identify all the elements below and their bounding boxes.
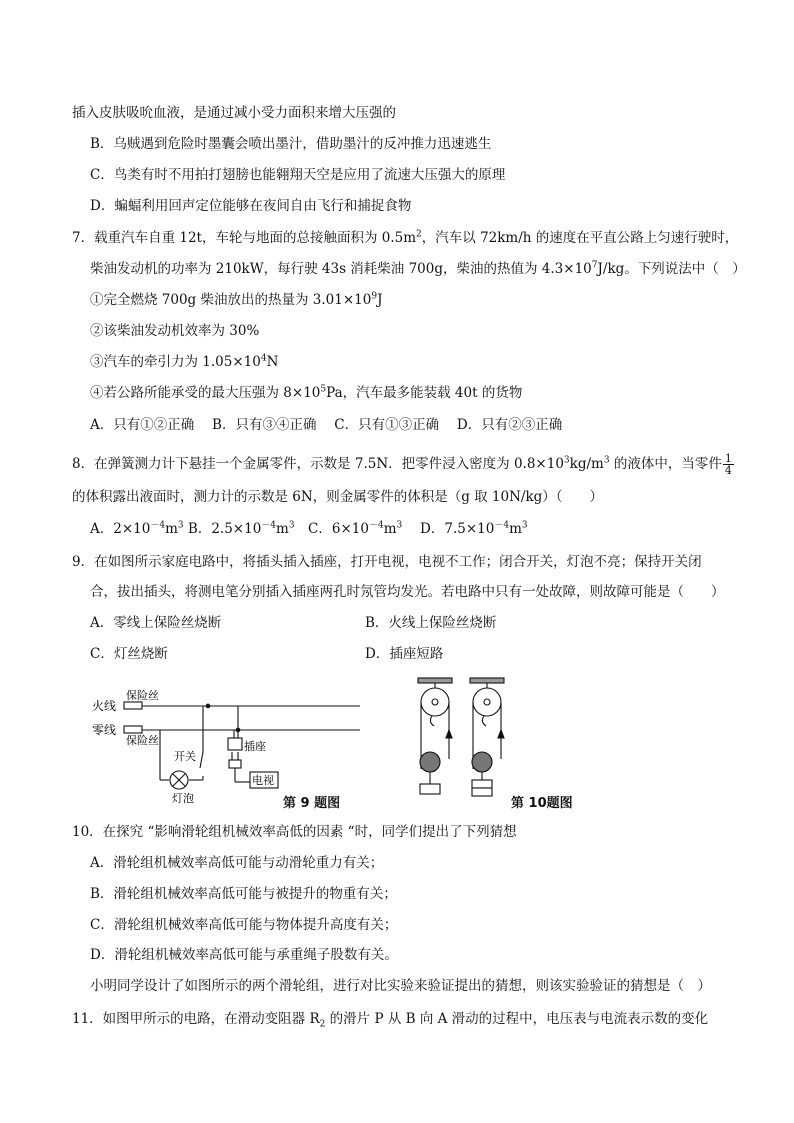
q7-statement-4: ④若公路所能承受的最大压强为 $8\times 10^5Pa$，汽车最多能装载 40t 的货物 — [90, 384, 523, 401]
q10-option-a: A．滑轮组机械效率高低可能与动滑轮重力有关； — [90, 855, 384, 871]
q11-stem: 11．如图甲所示的电路，在滑动变阻器 $R_2$ 的滑片 P 从 B 向 A 滑动的过程中，电压表与电流表示数的变化 — [72, 1011, 709, 1030]
q7-statement-1: ①完全燃烧 700g 柴油放出的热量为 $3.01\times 10^9J$ — [90, 291, 383, 308]
q9-option-d: D．插座短路 — [365, 646, 444, 662]
q9-stem-line2: 合，拔出插头，将测电笔分别插入插座两孔时氖管均发光。若电路中只有一处故障，则故障可能是（ ） — [90, 584, 725, 600]
q6-option-d: D．蝙蝠利用回声定位能够在夜间自由飞行和捕捉食物 — [90, 198, 412, 214]
q9-option-c: C．灯丝烧断 — [90, 646, 168, 662]
q10-question: 小明同学设计了如图所示的两个滑轮组，进行对比实验来验证提出的猜想，则该实验验证的猜想是（ ） — [90, 978, 711, 994]
household-circuit-diagram — [88, 680, 378, 810]
pulley-system-diagram — [410, 674, 510, 806]
q9-option-a: A．零线上保险丝烧断 — [90, 615, 222, 631]
socket-label: 插座 — [244, 740, 266, 753]
q10-stem: 10．在探究 “影响滑轮组机械效率高低的因素 “时，同学们提出了下列猜想 — [72, 824, 517, 840]
q6-option-b: B．乌贼遇到危险时墨囊会喷出墨汁，借助墨汁的反冲推力迅速逃生 — [90, 136, 492, 152]
bulb-label: 灯泡 — [172, 792, 194, 805]
q8-options: A．$2\times 10^{-4}m^3$ B．$2.5\times 10^{-4}m^3$ C．$6\times 10^{-4}m^3$ D．$7.5\times 10^{-4}m^3$ — [90, 520, 528, 537]
q10-option-d: D．滑轮组机械效率高低可能与承重绳子股数有关。 — [90, 947, 398, 963]
figure-9-caption: 第 9 题图 — [283, 796, 341, 811]
q9-option-b: B．火线上保险丝烧断 — [365, 615, 497, 631]
q10-option-b: B．滑轮组机械效率高低可能与被提升的物重有关； — [90, 886, 397, 902]
q8-stem-line1: 8．在弹簧测力计下悬挂一个金属零件，示数是 7.5N．把零件浸入密度为 $0.8\times 10^3kg/m^3$ 的液体中，当零件 $\frac{1}{4}$ — [72, 452, 732, 477]
q7-statement-3: ③汽车的牵引力为 $1.05\times 10^4N$ — [90, 353, 279, 370]
figure-10-caption: 第 10题图 — [511, 796, 573, 811]
live-wire-label: 火线 — [92, 699, 117, 713]
fuse-label-live: 保险丝 — [126, 689, 159, 702]
q7-stem-line2: 柴油发动机的功率为 210kW，每行驶 43s 消耗柴油 700g，柴油的热值为 $4.3\times 10^7J/kg$。下列说法中（ ） — [90, 260, 746, 277]
q7-options: A．只有①②正确 B．只有③④正确 C．只有①③正确 D．只有②③正确 — [90, 417, 563, 433]
q9-stem-line1: 9．在如图所示家庭电路中，将插头插入插座，打开电视，电视不工作；闭合开关，灯泡不亮；保持开关闭 — [72, 554, 702, 570]
tv-label: 电视 — [252, 774, 274, 787]
switch-label: 开关 — [174, 750, 196, 763]
q6-option-c: C．鸟类有时不用拍打翅膀也能翱翔天空是应用了流速大压强大的原理 — [90, 167, 506, 183]
q7-statement-2: ②该柴油发动机效率为 30% — [90, 323, 260, 339]
q10-option-c: C．滑轮组机械效率高低可能与物体提升高度有关； — [90, 917, 398, 933]
fuse-label-neutral: 保险丝 — [126, 734, 159, 747]
q6-continuation: 插入皮肤吸吮血液，是通过减小受力面积来增大压强的 — [72, 105, 396, 121]
q8-stem-line2: 的体积露出液面时，测力计的示数是 6N，则金属零件的体积是（g 取 10N/kg）（ ） — [72, 489, 604, 505]
fraction-one-quarter: $\frac{1}{4}$ — [724, 452, 732, 477]
neutral-wire-label: 零线 — [92, 723, 117, 737]
q7-stem-line1: 7．载重汽车自重 12t，车轮与地面的总接触面积为 $0.5m^2$，汽车以 72km/h 的速度在平直公路上匀速行驶时， — [72, 229, 739, 246]
